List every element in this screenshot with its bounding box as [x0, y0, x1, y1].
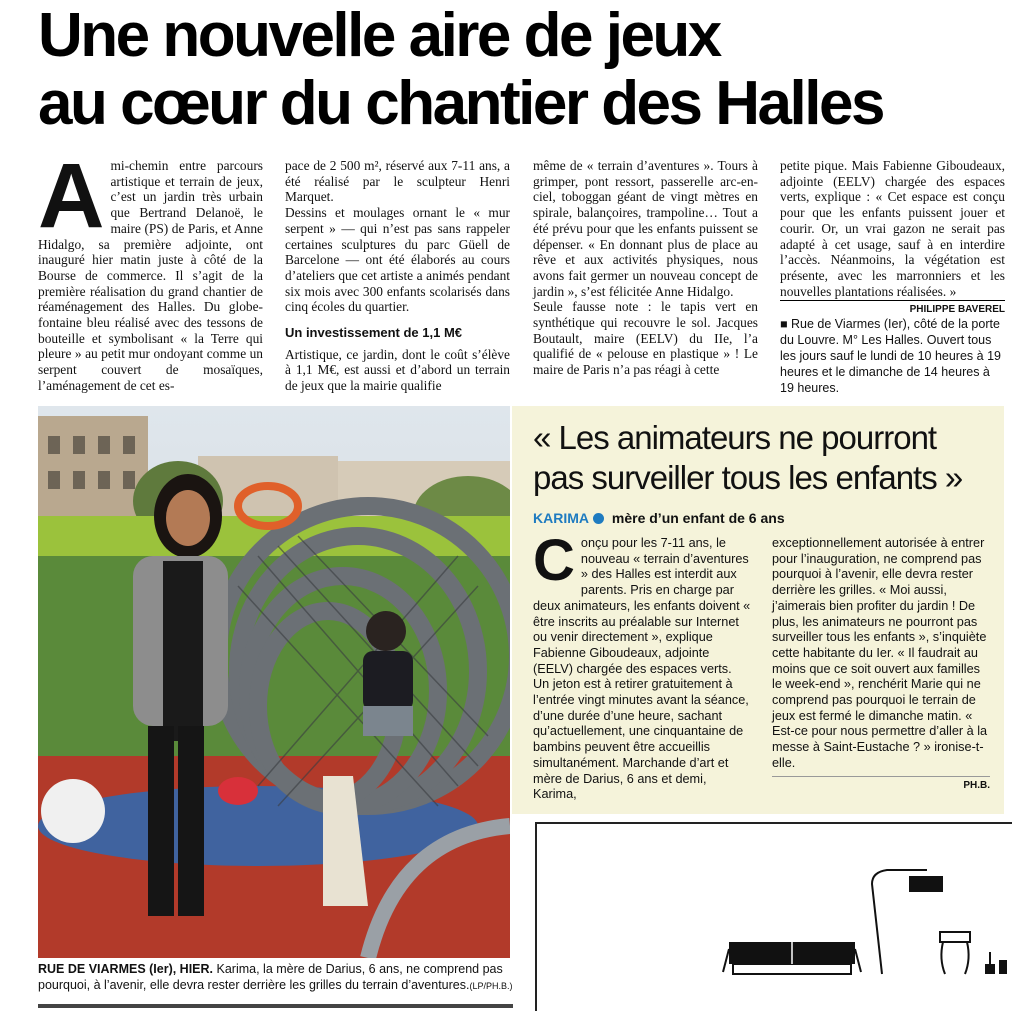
headline-line-1: Une nouvelle aire de jeux	[38, 1, 720, 70]
interview-quote-title	[533, 418, 1003, 498]
interview-signature: PH.B.	[772, 776, 990, 794]
article-col1-text: mi-chemin entre parcours artistique et terrain de jeux, c’est un jardin très urbain que Bertrand Delanoë, le maire (PS) de Paris, et Anne Hidalgo, sa première adjointe, ont inauguré hier matin juste à côté de la Bourse de commerce. Il s’agit de la première réalisation du grand chantier de réaménagement des Halles. Du globe-fontaine bleu réalisé avec des tessons de bouteille et symbolisant « la Terre qui pleure » au petit mur ondoyant comme un serpent couvert de mosaïques, l’aménagement de cet es-	[38, 158, 263, 393]
playground-photo	[38, 406, 510, 958]
article-col3-p2: Seule fausse note : le tapis vert en synthétique qui recouvre le sol. Jacques Boutault, maire (EELV) du IIe, l’a qualifié de « pelouse en plastique » ! Le maire de Paris n’a pas réagi à cette	[533, 299, 758, 378]
article-col2-p1: pace de 2 500 m², réservé aux 7-11 ans, a été réalisé par le sculpteur Henri Marquet.	[285, 158, 510, 205]
article-column-2	[285, 158, 510, 394]
article-signature: PHILIPPE BAVEREL	[780, 300, 1005, 318]
photo-illustration	[38, 406, 510, 958]
photo-caption	[38, 961, 513, 994]
interview-dropcap: C	[533, 528, 575, 593]
article-dropcap: A	[38, 145, 105, 247]
interviewee-role: mère d’un enfant de 6 ans	[611, 510, 785, 526]
quote-line-2: pas surveiller tous les enfants »	[533, 459, 963, 496]
interview-column-2	[772, 536, 990, 793]
headline-line-2: au cœur du chantier des Halles	[38, 69, 883, 138]
bullet-dot-icon	[593, 513, 604, 524]
photo-credit: (LP/PH.B.)	[469, 981, 513, 991]
interviewee	[533, 510, 785, 526]
article-column-3	[533, 158, 758, 378]
quote-line-1: « Les animateurs ne pourront	[533, 419, 937, 456]
article-col2-p2: Dessins et moulages ornant le « mur serpent » — qui n’est pas sans rappeler certaines sculptures du parc Güell de Barcelone — ont été élaborés au cours d’ateliers que cet artiste a animés pendant six mois avec 300 enfants scolarisés dans cinq écoles du quartier.	[285, 205, 510, 315]
interview-col1-text: onçu pour les 7-11 ans, le nouveau « terrain d’aventures » des Halles est interdit aux parents. Pris en charge par deux animateurs, les enfants doivent « être inscrits au préalable sur Internet ou venir directement », explique Fabienne Giboudeaux, adjointe (EELV) chargée des espaces verts. Un jeton est à retirer gratuitement à l’entrée vingt minutes avant la séance, d’une durée d’une heure, sachant qu’actuellement, une cinquantaine de bambins peuvent être accueillis simultanément. Marchande d’art et mère de Darius, 6 ans et demi, Karima,	[533, 536, 751, 802]
interview-col2-text: exceptionnellement autorisée à entrer pour l’inauguration, ne comprend pas pourquoi à l’avenir, elle devra rester derrière les grilles. « Moi aussi, j’aimerais bien profiter du jardin ! De plus, les animateurs ne pourront pas surveiller tous les enfants », s’inquiète cette habitante du Ier. « Il faudrait au moins que ce soit ouvert aux familles le week-end », renchérit Marie qui ne comprend pas pourquoi le terrain de jeux est fermé le dimanche matin. « Est-ce pour nous permettre d’aller à la messe à Saint-Eustache ? » ironise-t-elle.	[772, 536, 988, 770]
interview-column-1	[533, 528, 751, 803]
article-column-4	[780, 158, 1005, 318]
article-column-1	[38, 145, 263, 394]
bottom-rule	[38, 1004, 513, 1008]
advertisement-area	[535, 822, 1012, 1011]
article-col3-p1: même de « terrain d’aventures ». Tours à grimper, pont ressort, passerelle arc-en-ciel, toboggan géant de vingt mètres en spirale, balançoires, trampoline… Tout a été prévu pour que les enfants puissent se dépenser. « En donnant plus de place au rêve et aux activités physiques, nous avons fait germer un nouveau concept de jardin », s’est félicitée Anne Hidalgo.	[533, 158, 758, 299]
article-col4-p1: petite pique. Mais Fabienne Giboudeaux, adjointe (EELV) chargée des espaces verts, explique : « Cet espace est conçu pour que les enfants puissent jouer et courir. Or, un vrai gazon ne serait pas adapté à cet usage, sauf à en interdire l’accès. Néanmoins, la végétation est présente, avec les marronniers et les nouvelles plantations réalisées. »	[780, 158, 1005, 299]
caption-location: RUE DE VIARMES (Ier), HIER.	[38, 962, 214, 976]
headline	[38, 2, 998, 138]
caption-text: Karima, la mère de Darius, 6 ans, ne comprend pas pourquoi, à l’avenir, elle devra rester derrière les grilles du terrain d’aventures.	[38, 962, 503, 992]
article-subhead: Un investissement de 1,1 M€	[285, 325, 463, 341]
practical-info: ■ Rue de Viarmes (Ier), côté de la porte du Louvre. M° Les Halles. Ouvert tous les jours sauf le lundi de 10 heures à 19 heures et le dimanche de 14 heures à 19 heures.	[780, 317, 1001, 395]
furniture-illustration	[537, 824, 1012, 1011]
interviewee-name: KARIMA	[533, 510, 589, 526]
article-col2-p3: Artistique, ce jardin, dont le coût s’élève à 1,1 M€, est aussi et d’abord un terrain de jeux que la mairie qualifie	[285, 346, 510, 394]
